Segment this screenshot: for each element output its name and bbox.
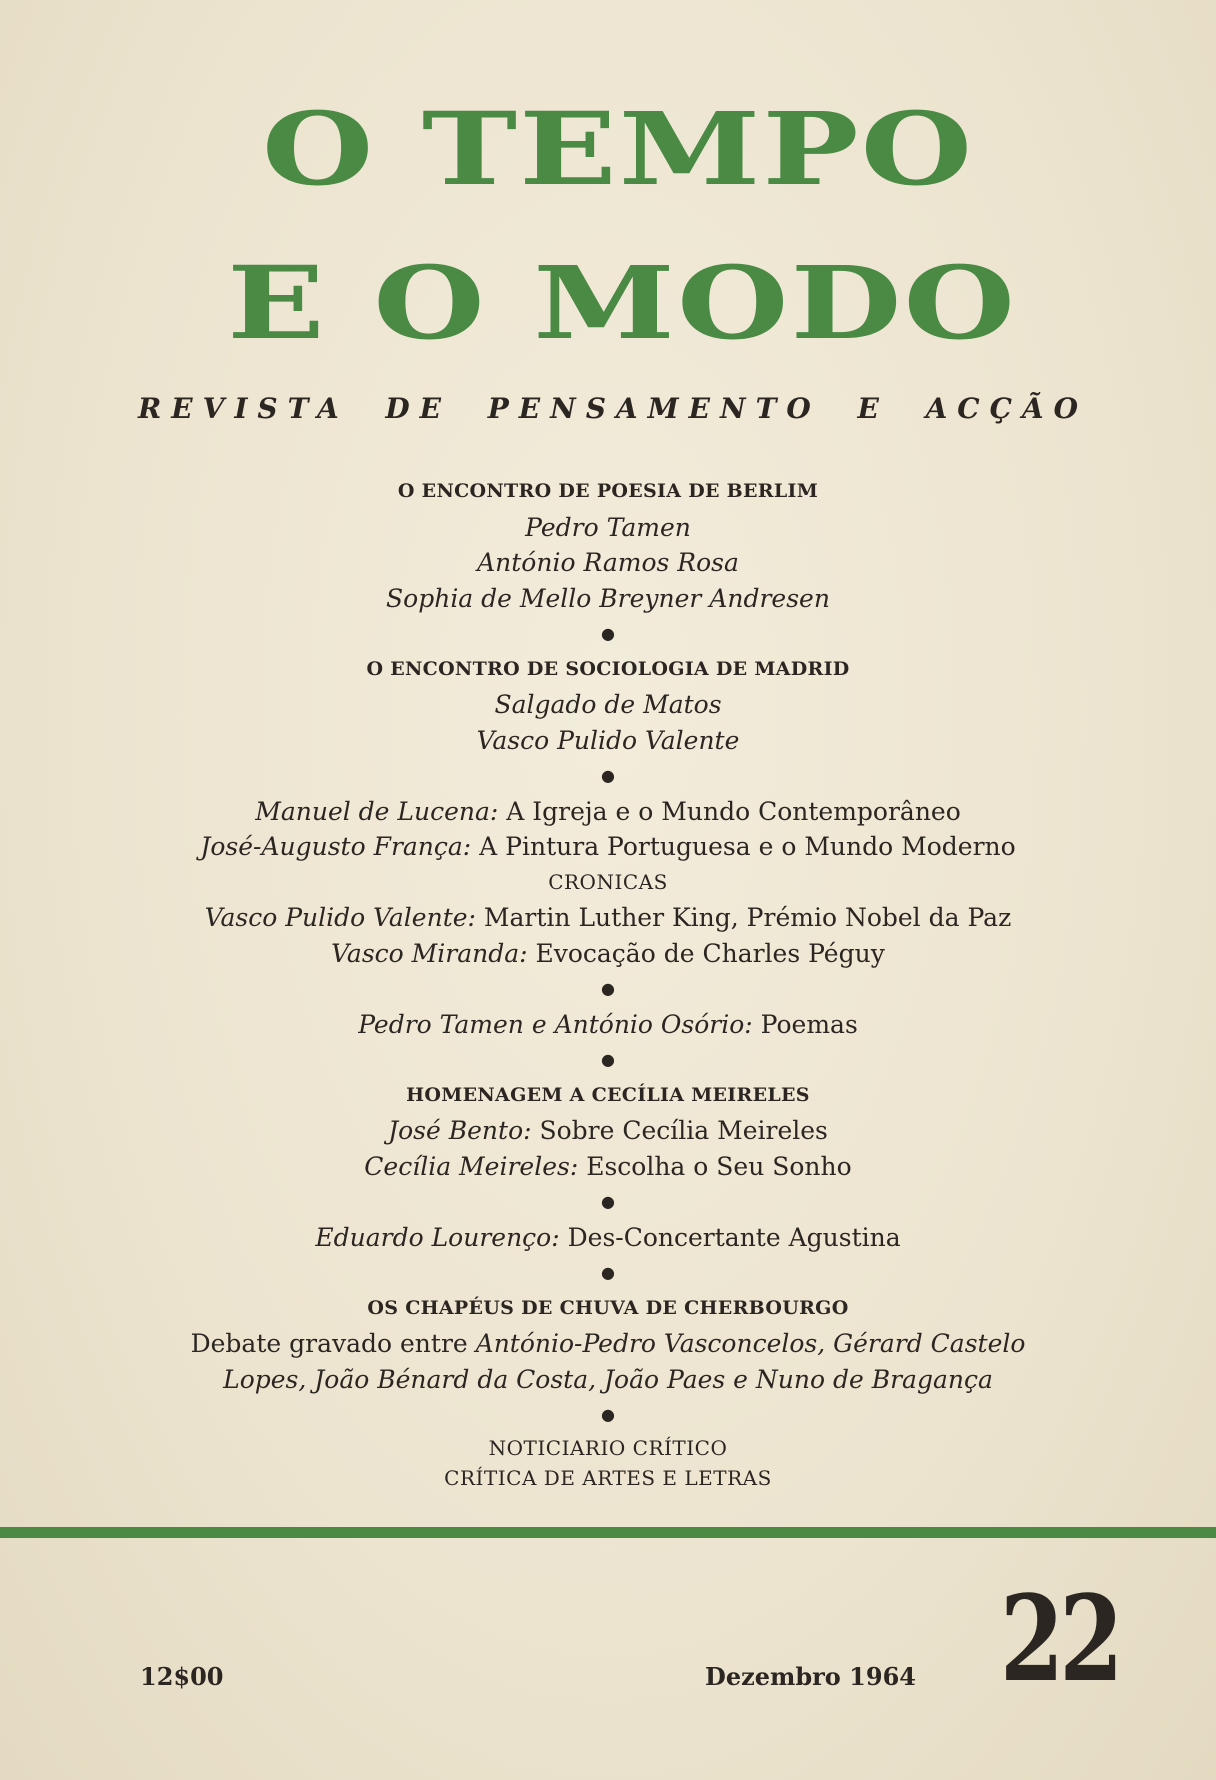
bullet-separator: ● — [601, 1050, 615, 1069]
bullet-separator: ● — [601, 1405, 615, 1424]
author-line: Salgado de Matos — [494, 690, 722, 719]
noticiario-critico: NOTICIARIO CRÍTICO — [488, 1435, 728, 1460]
author-line: Vasco Pulido Valente — [476, 725, 740, 755]
bullet-separator: ● — [601, 1263, 615, 1282]
essay-entry — [120, 794, 1096, 830]
bullet-separator: ● — [601, 766, 615, 785]
homenagem-title: Sobre Cecília Meireles — [531, 1116, 828, 1145]
issue-date: Dezembro 1964 — [705, 1662, 916, 1691]
section-heading-berlim: O ENCONTRO DE POESIA DE BERLIM — [397, 480, 819, 502]
essay-author: Manuel de Lucena: — [255, 796, 499, 826]
cronica-title: Evocação de Charles Péguy — [527, 938, 885, 968]
homenagem-author: Cecília Meireles: — [364, 1151, 579, 1181]
cronica-entry — [120, 900, 1096, 936]
cronica-entry — [120, 936, 1096, 972]
bullet-separator: ● — [601, 1192, 615, 1211]
lourenco-entry — [120, 1220, 1096, 1256]
masthead-subtitle — [138, 392, 1088, 425]
cronica-author: Vasco Pulido Valente: — [204, 903, 476, 932]
table-of-contents — [120, 474, 1096, 1493]
cronica-title: Martin Luther King, Prémio Nobel da Paz — [475, 903, 1012, 932]
debate-line-2: Lopes, João Bénard da Costa, João Paes e Nuno de Bragança — [223, 1364, 993, 1394]
critica-artes-letras: CRÍTICA DE ARTES E LETRAS — [444, 1465, 772, 1490]
poemas-entry — [120, 1007, 1096, 1043]
lourenco-title: Des-Concertante Agustina — [559, 1222, 901, 1252]
bullet-separator: ● — [601, 979, 615, 998]
homenagem-entry — [120, 1149, 1096, 1185]
subtitle-word: E — [857, 392, 889, 425]
subtitle-word: ACÇÃO — [925, 392, 1088, 425]
subtitle-word: DE — [385, 392, 452, 425]
subtitle-word: REVISTA — [138, 392, 349, 425]
debate-intro: Debate gravado entre — [190, 1329, 476, 1358]
green-divider-rule — [0, 1527, 1216, 1538]
author-line: António Ramos Rosa — [477, 548, 739, 577]
essay-title: A Igreja e o Mundo Contemporâneo — [498, 796, 961, 826]
homenagem-author: José Bento: — [388, 1116, 532, 1145]
masthead-title-line-2: E O MODO — [227, 245, 1017, 363]
section-heading-madrid: O ENCONTRO DE SOCIOLOGIA DE MADRID — [366, 657, 850, 680]
cover-price: 12$00 — [140, 1662, 224, 1691]
cronica-author: Vasco Miranda: — [331, 938, 528, 968]
debate-names: António-Pedro Vasconcelos, Gérard Castelo — [475, 1329, 1026, 1358]
essay-author: José-Augusto França: — [200, 832, 472, 861]
author-line: Sophia de Mello Breyner Andresen — [386, 583, 830, 613]
issue-number: 22 — [1000, 1569, 1119, 1708]
masthead-title-line-1: O TEMPO — [261, 91, 975, 209]
essay-title: A Pintura Portuguesa e o Mundo Moderno — [471, 832, 1016, 861]
poemas-author: Pedro Tamen e António Osório: — [358, 1009, 753, 1039]
section-heading-homenagem: HOMENAGEM A CECÍLIA MEIRELES — [406, 1083, 810, 1106]
section-heading-chapeus: OS CHAPÉUS DE CHUVA DE CHERBOURGO — [367, 1296, 849, 1319]
bullet-separator: ● — [601, 624, 615, 643]
debate-line-1 — [120, 1326, 1096, 1362]
lourenco-author: Eduardo Lourenço: — [315, 1222, 560, 1252]
section-heading-cronicas: CRONICAS — [548, 869, 668, 894]
subtitle-word: PENSAMENTO — [487, 392, 821, 425]
homenagem-title: Escolha o Seu Sonho — [578, 1151, 852, 1181]
homenagem-entry — [120, 1113, 1096, 1149]
author-line: Pedro Tamen — [525, 512, 691, 542]
essay-entry — [120, 829, 1096, 865]
poemas-title: Poemas — [752, 1009, 858, 1039]
